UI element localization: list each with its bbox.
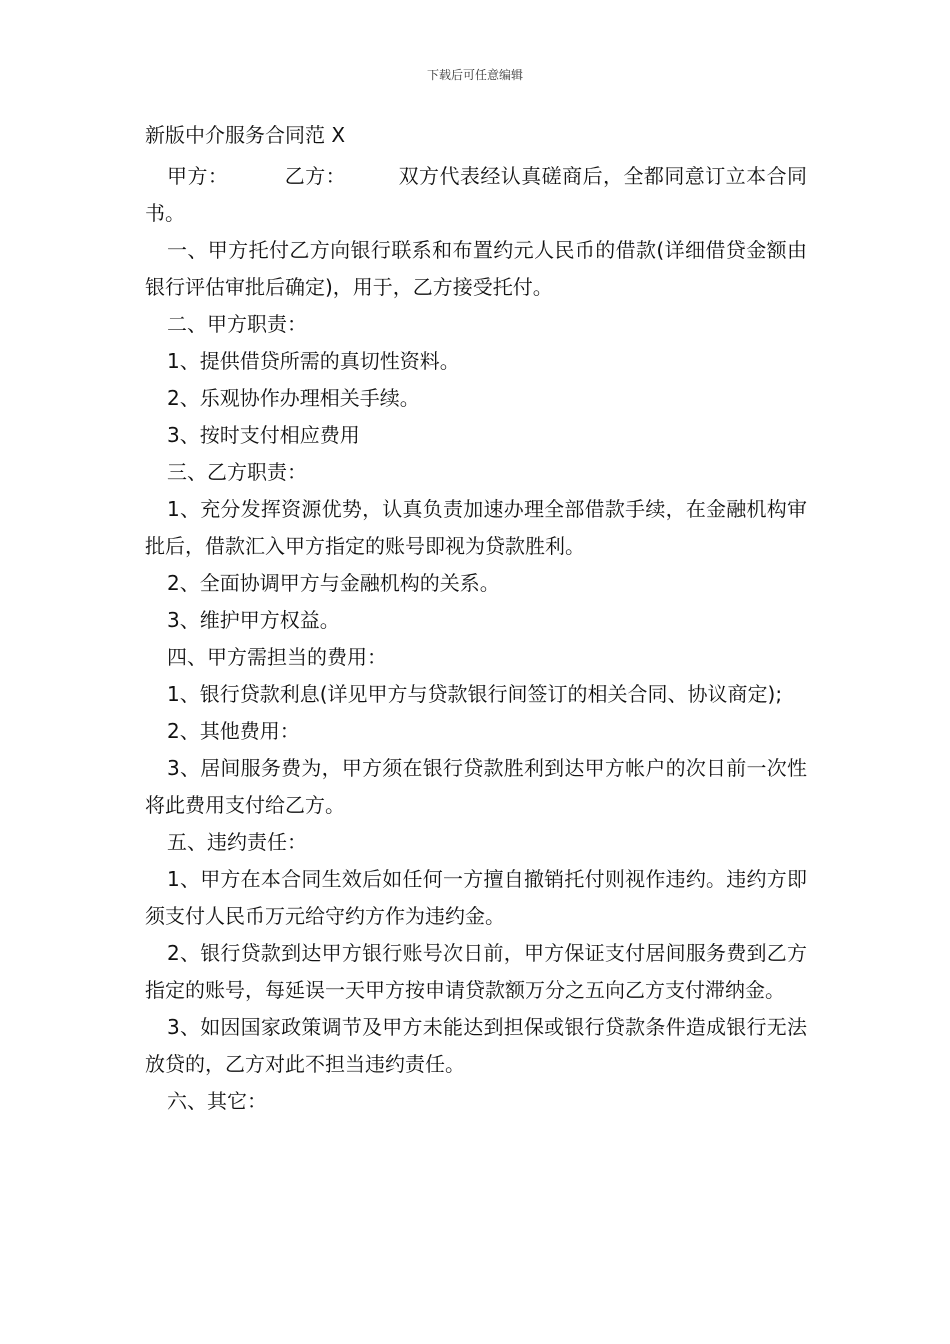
section-6-heading: 六、其它：: [167, 1089, 267, 1113]
section-2-item-1: 1、提供借贷所需的真切性资料。: [167, 349, 460, 373]
intro-text: 双方代表经认真磋商后，全都同意订立本合同书。: [145, 164, 808, 225]
section-3-item-1: 1、充分发挥资源优势，认真负责加速办理全部借款手续，在金融机构审批后，借款汇入甲方指定的账号即视为贷款胜利。: [145, 497, 807, 558]
section-2-heading: 二、甲方职责：: [167, 312, 307, 336]
section-5-item-1: 1、甲方在本合同生效后如任何一方擅自撤销托付则视作违约。违约方即须支付人民币万元给守约方作为违约金。: [145, 867, 807, 928]
section-2-item-2: 2、乐观协作办理相关手续。: [167, 386, 420, 410]
section-4-heading: 四、甲方需担当的费用：: [167, 645, 387, 669]
section-3-item-3: 3、维护甲方权益。: [167, 608, 340, 632]
document-title: 新版中介服务合同范 X: [145, 123, 346, 147]
intro-paragraph: [145, 158, 807, 232]
document-body: [145, 120, 807, 1120]
section-5-item-3: 3、如因国家政策调节及甲方未能达到担保或银行贷款条件造成银行无法放贷的，乙方对此不担当违约责任。: [145, 1015, 807, 1076]
section-4-item-3: 3、居间服务费为，甲方须在银行贷款胜利到达甲方帐户的次日前一次性将此费用支付给乙方。: [145, 756, 807, 817]
section-3-item-2: 2、全面协调甲方与金融机构的关系。: [167, 571, 500, 595]
clause-1: 一、甲方托付乙方向银行联系和布置约元人民币的借款(详细借贷金额由银行评估审批后确定)，用于，乙方接受托付。: [145, 238, 807, 299]
section-5-heading: 五、违约责任：: [167, 830, 307, 854]
header-note: 下载后可任意编辑: [426, 68, 523, 82]
section-4-item-2: 2、其他费用：: [167, 719, 300, 743]
section-4-item-1: 1、银行贷款利息(详见甲方与贷款银行间签订的相关合同、协议商定);: [167, 682, 783, 706]
party-b-label: 乙方：: [284, 164, 347, 188]
section-2-item-3: 3、按时支付相应费用: [167, 423, 360, 447]
section-5-item-2: 2、银行贷款到达甲方银行账号次日前，甲方保证支付居间服务费到乙方指定的账号，每延误一天甲方按申请贷款额万分之五向乙方支付滞纳金。: [145, 941, 807, 1002]
section-3-heading: 三、乙方职责：: [167, 460, 307, 484]
party-a-label: 甲方：: [167, 164, 229, 188]
